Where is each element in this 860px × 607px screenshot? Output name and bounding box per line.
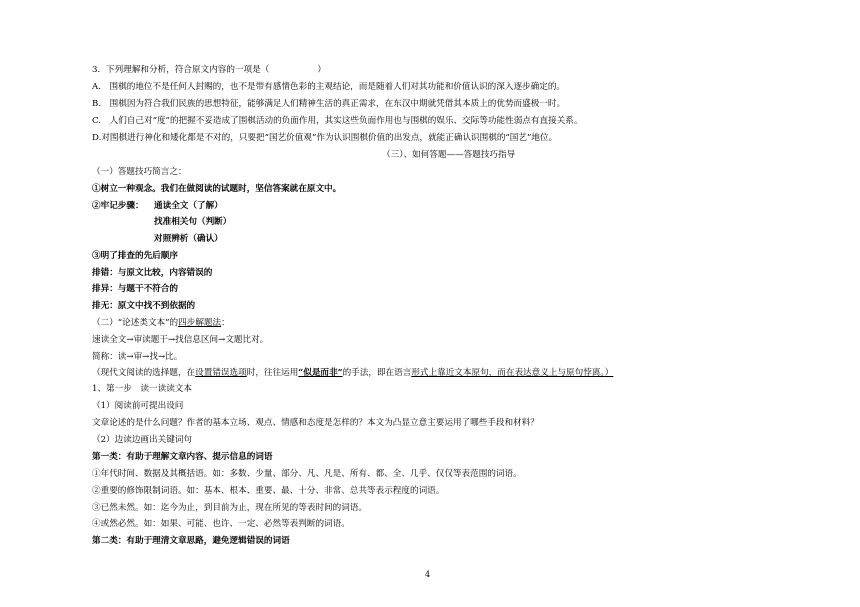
step-compare: 对照辨析（确认） bbox=[154, 234, 223, 244]
page-number: 4 bbox=[425, 570, 431, 579]
check-unsupported: 排无：原文中找不到依据的 bbox=[92, 301, 196, 311]
question-3-stem bbox=[92, 65, 326, 76]
class-1-item-1: ①年代时间、数据及其概括语。如：多数、少量、部分、凡、凡是、所有、都、全、几乎、仅仅等表范围的词语。 bbox=[92, 469, 522, 479]
option-d: D.对围棋进行神化和矮化都是不对的，只要把“国艺价值观”作为认识围棋价值的出发点，就能正确认识围棋的“国艺”地位。 bbox=[92, 133, 558, 143]
method-heading-a: （二）“论述类文本”的 bbox=[92, 318, 179, 328]
class-1-item-2: ②重要的修饰限制词语。如：基本、根本、重要、最、十分、非常、总共等表示程度的词语。 bbox=[92, 486, 445, 496]
tips-heading: （一）答题技巧简言之： bbox=[92, 167, 187, 177]
step-one-sub-2: （2）边读边画出关键词句 bbox=[92, 435, 192, 445]
note-part-e: 的手法，即在语言 bbox=[342, 368, 412, 378]
method-note bbox=[92, 368, 613, 379]
check-error: 排错：与原文比较，内容错误的 bbox=[92, 268, 213, 278]
method-flow: 速读全文→审读题干→找信息区间→文题比对。 bbox=[92, 335, 269, 345]
class-1-item-3: ③已然未然。如：迄今为止，到目前为止，现在所见的等表时间的词语。 bbox=[92, 503, 368, 513]
method-heading-underlined: 四步解题法 bbox=[178, 318, 222, 328]
step-one-questions: 文章论述的是什么问题？作者的基本立场、观点、情感和态度是怎样的？本文为凸显立意主要运用了哪些手段和材料？ bbox=[92, 418, 539, 428]
tip-point-2-label: ②牢记步骤： bbox=[92, 201, 144, 211]
option-c: C. 人们自己对“度”的把握不妥造成了围棋活动的负面作用，其实这些负面作用也与围棋的娱乐、交际等功能性弱点有直接关系。 bbox=[92, 116, 583, 126]
method-heading bbox=[92, 318, 230, 329]
note-part-f: 形式上靠近文本原句，而在表达意义上与原句悖离。 bbox=[411, 368, 605, 378]
method-heading-c: ： bbox=[221, 318, 230, 328]
question-3-stem-end: ） bbox=[317, 65, 326, 75]
step-one-title: 1、第一步 读一读读文本 bbox=[92, 384, 192, 394]
section-title: （三）、如何答题——答题技巧指导 bbox=[382, 150, 516, 160]
option-b: B. 围棋因为符合我们民族的思想特征，能够满足人们精神生活的真正需求，在东汉中期就凭借其本质上的优势而盛极一时。 bbox=[92, 99, 566, 109]
note-part-d: “似是而非” bbox=[298, 368, 343, 378]
step-find-sentence: 找准相关句（判断） bbox=[154, 217, 232, 227]
note-part-g: ） bbox=[604, 368, 614, 378]
tip-point-3: ③明了排查的先后顺序 bbox=[92, 251, 178, 261]
note-part-a: （现代文阅读的选择题，在 bbox=[92, 368, 196, 378]
note-part-c: 时，往往运用 bbox=[246, 368, 299, 378]
step-one-sub-1: （1）阅读前可提出设问 bbox=[92, 401, 184, 411]
class-1-title: 第一类：有助于理解文章内容、提示信息的词语 bbox=[92, 452, 273, 462]
option-a: A. 围棋的地位不是任何人封赐的，也不是带有感情色彩的主观结论，而是随着人们对其功能和价值认识的深入逐步确定的。 bbox=[92, 82, 566, 92]
note-part-b: 设置错误选项 bbox=[195, 368, 247, 378]
step-read-all: 通读全文（了解） bbox=[154, 201, 223, 211]
tip-point-1: ①树立一种观念。我们在做阅读的试题时，坚信答案就在原文中。 bbox=[92, 184, 342, 194]
class-1-item-4: ④或然必然。如：如果、可能、也许、一定、必然等表判断的词语。 bbox=[92, 519, 350, 529]
class-2-title: 第二类：有助于理清文章思路，避免逻辑错误的词语 bbox=[92, 536, 290, 546]
method-short: 简称：读→审→找→比。 bbox=[92, 352, 183, 362]
check-mismatch: 排异：与题干不符合的 bbox=[92, 284, 178, 294]
question-3-stem-text: 3．下列理解和分析，符合原文内容的一项是（ bbox=[92, 65, 270, 75]
